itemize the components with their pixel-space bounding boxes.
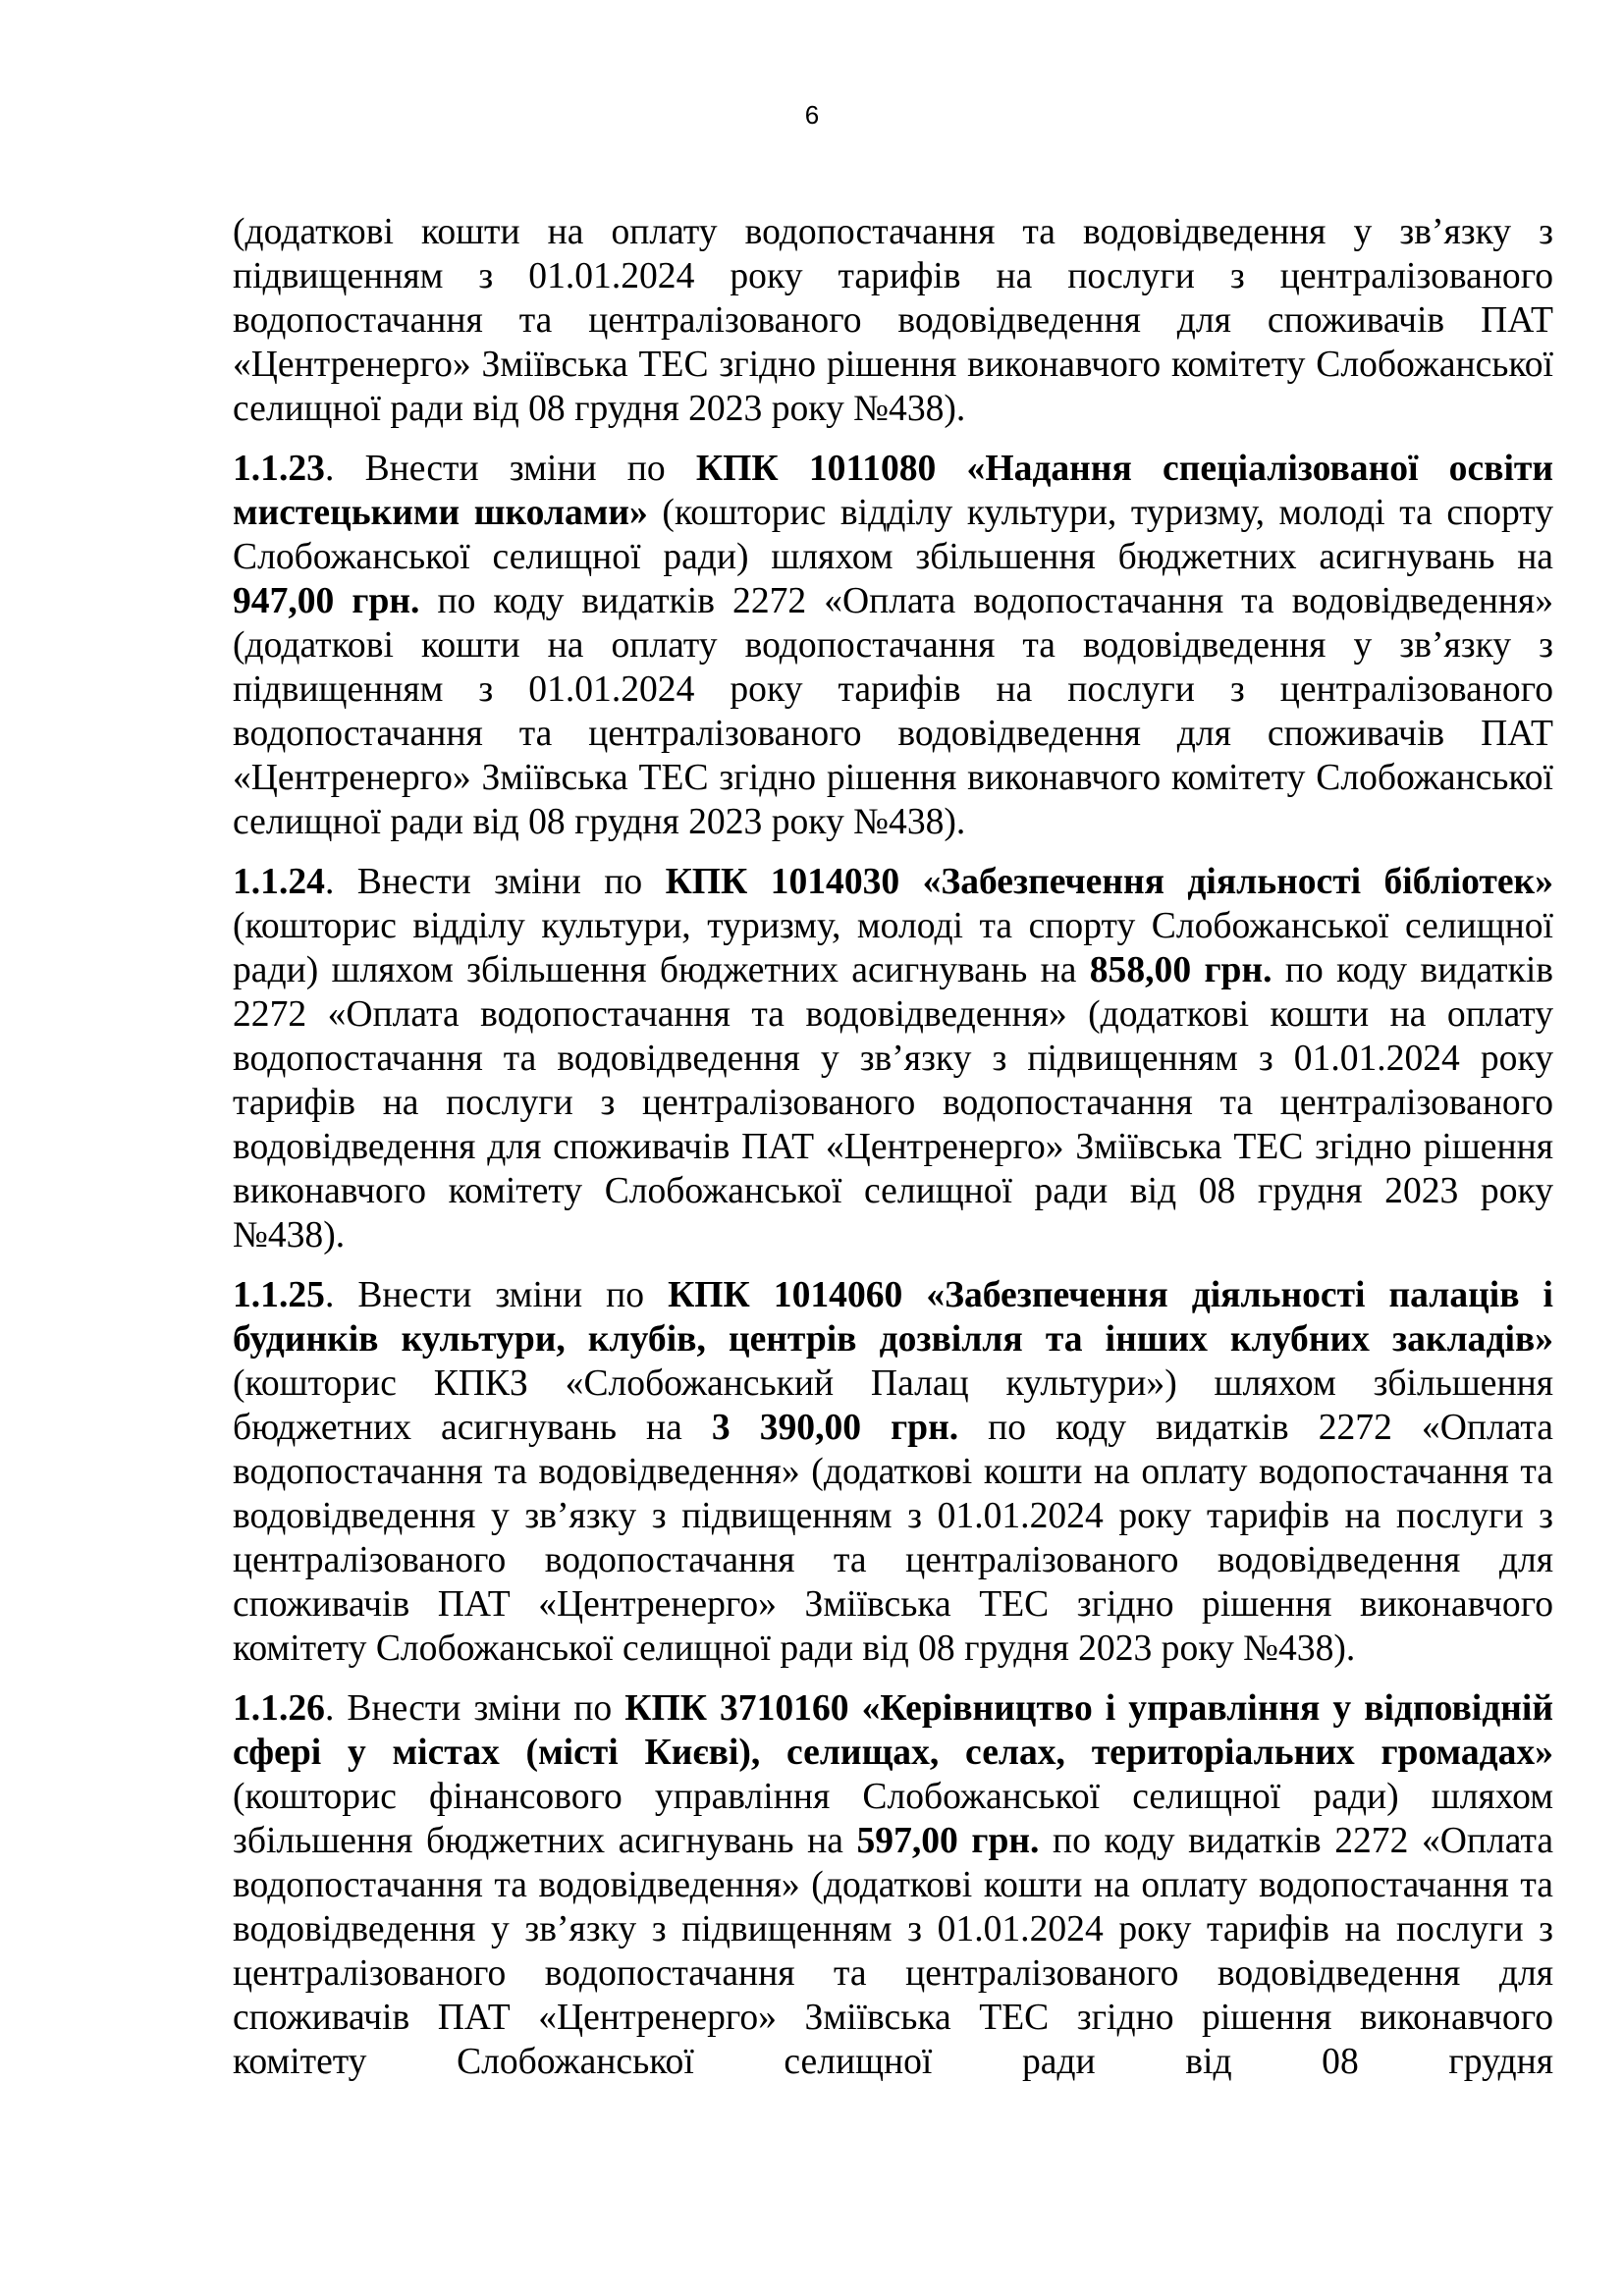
clause-text: по коду видатків 2272 «Оплата водопостачання та водовідведення» (додаткові кошти на оплату водопостачання та водовідведення у зв’язку з підвищенням з 01.01.2024 року тарифів на послуги з централізованого водопостачання та централізованого водовідведення для споживачів ПАТ «Центренерго» Зміївська ТЕС згідно рішення виконавчого комітету Слобожанської селищної ради від 08 грудня 2023 року №438). <box>233 581 1553 842</box>
clause-text: (кошторис відділу культури, туризму, молоді та спорту Слобожанської селищної ради) шляхом збільшення бюджетних асигнувань на <box>233 493 1553 577</box>
amount: 858,00 грн. <box>1089 950 1272 990</box>
program-code-title: КПК 1014060 «Забезпечення діяльності палаців і будинків культури, клубів, центрів дозвілля та інших клубних закладів» <box>233 1275 1553 1360</box>
clause-text: (кошторис відділу культури, туризму, молоді та спорту Слобожанської селищної ради) шляхом збільшення бюджетних асигнувань на <box>233 906 1553 990</box>
clause-text: (кошторис фінансового управління Слобожанської селищної ради) шляхом збільшення бюджетних асигнувань на <box>233 1777 1553 1861</box>
clause-text: по коду видатків 2272 «Оплата водопостачання та водовідведення» (додаткові кошти на оплату водопостачання та водовідведення у зв’язку з підвищенням з 01.01.2024 року тарифів на послуги з централізованого водопостачання та централізованого водовідведення для споживачів ПАТ «Центренерго» Зміївська ТЕС згідно рішення виконавчого комітету Слобожанської селищної ради від 08 грудня <box>233 1821 1554 2082</box>
paragraph-1-1-25 <box>233 1273 1553 1671</box>
program-code-title: КПК 1014030 «Забезпечення діяльності бібліотек» <box>665 862 1553 902</box>
page-number: 6 <box>804 100 820 130</box>
clause-intro: . Внести зміни по <box>324 449 696 489</box>
document-body <box>233 210 1553 2100</box>
clause-intro: . Внести зміни по <box>324 862 666 902</box>
clause-number: 1.1.23 <box>233 449 325 489</box>
amount: 3 390,00 грн. <box>711 1408 959 1448</box>
amount: 597,00 грн. <box>856 1821 1040 1861</box>
clause-intro: . Внести зміни по <box>324 1688 625 1729</box>
clause-intro: . Внести зміни по <box>324 1275 669 1315</box>
paragraph-1-1-24 <box>233 860 1553 1257</box>
program-code-title: КПК 1011080 «Надання спеціалізованої освіти мистецькими школами» <box>233 449 1553 533</box>
paragraph-text: (додаткові кошти на оплату водопостачання та водовідведення у зв’язку з підвищенням з 01.01.2024 року тарифів на послуги з централізованого водопостачання та централізованого водовідведення для споживачів ПАТ «Центренерго» Зміївська ТЕС згідно рішення виконавчого комітету Слобожанської селищної ради від 08 грудня 2023 року №438). <box>233 212 1553 429</box>
clause-text: (кошторис КПКЗ «Слобожанський Палац культури») шляхом збільшення бюджетних асигнувань на <box>233 1363 1553 1448</box>
clause-number: 1.1.26 <box>233 1688 325 1729</box>
program-code-title: КПК 3710160 «Керівництво і управління у відповідній сфері у містах (місті Києві), селищах, селах, територіальних громадах» <box>233 1688 1553 1773</box>
clause-text: по коду видатків 2272 «Оплата водопостачання та водовідведення» (додаткові кошти на оплату водопостачання та водовідведення у зв’язку з підвищенням з 01.01.2024 року тарифів на послуги з централізованого водопостачання та централізованого водовідведення для споживачів ПАТ «Центренерго» Зміївська ТЕС згідно рішення виконавчого комітету Слобожанської селищної ради від 08 грудня 2023 року №438). <box>233 1408 1553 1669</box>
clause-text: по коду видатків 2272 «Оплата водопостачання та водовідведення» (додаткові кошти на оплату водопостачання та водовідведення у зв’язку з підвищенням з 01.01.2024 року тарифів на послуги з централізованого водопостачання та централізованого водовідведення для споживачів ПАТ «Центренерго» Зміївська ТЕС згідно рішення виконавчого комітету Слобожанської селищної ради від 08 грудня 2023 року №438). <box>233 950 1554 1255</box>
paragraph-continuation <box>233 210 1553 431</box>
clause-number: 1.1.25 <box>233 1275 325 1315</box>
paragraph-1-1-26 <box>233 1686 1553 2084</box>
clause-number: 1.1.24 <box>233 862 325 902</box>
amount: 947,00 грн. <box>233 581 420 621</box>
paragraph-1-1-23 <box>233 447 1553 844</box>
